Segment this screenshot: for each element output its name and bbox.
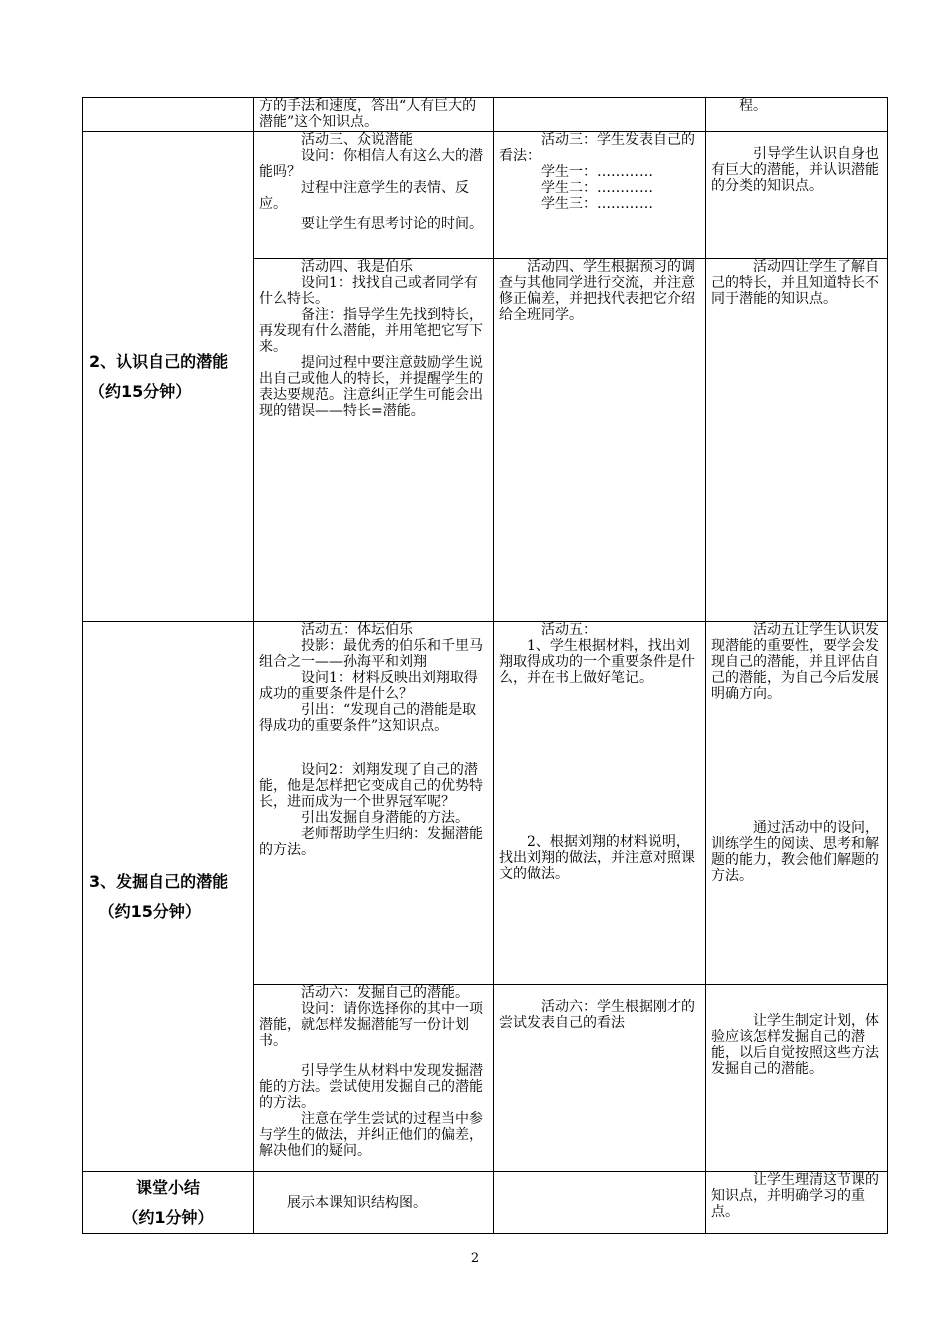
teacher-activity-cell: 活动六：发掘自己的潜能。 设问：请你选择你的其中一项潜能，就怎样发掘潜能写一份计划书。 引导学生从材料中发现发掘潜能的方法。尝试使用发掘自己的潜能的方法。 注意在学生尝试的过程当中参与学生的做法，并纠正他们的偏差，解决他们的疑问。 [254, 985, 494, 1172]
teacher-activity-cell: 活动四、我是伯乐 设问1：找找自己或者同学有什么特长。 备注：指导学生先找到特长，再发现有什么潜能，并用笔把它写下来。 提问过程中要注意鼓励学生说出自己或他人的特长，并提醒学生的表达要规范。注意纠正学生可能会出现的错误——特长=潜能。 [254, 259, 494, 622]
teacher-activity-cell: 活动三、众说潜能 设问：你相信人有这么大的潜能吗？ 过程中注意学生的表情、反应。 要让学生有思考讨论的时间。 [254, 132, 494, 259]
design-intent-cell: 让学生制定计划，体验应该怎样发掘自己的潜能，以后自觉按照这些方法发掘自己的潜能。 [706, 985, 888, 1172]
design-intent-cell: 让学生理清这节课的知识点，并明确学习的重点。 [706, 1172, 888, 1234]
teacher-activity-cell: 方的手法和速度，答出“人有巨大的潜能”这个知识点。 [254, 98, 494, 132]
teacher-activity-cell: 展示本课知识结构图。 [254, 1172, 494, 1234]
stage-title: 3、发掘自己的潜能 [89, 871, 229, 891]
page-number: 2 [470, 1251, 480, 1266]
stage-cell [83, 98, 254, 132]
student-activity-cell: 活动六：学生根据刚才的尝试发表自己的看法 [494, 985, 706, 1172]
design-intent-cell: 活动五让学生认识发现潜能的重要性，要学会发现自己的潜能，并且评估自己的潜能，为自己今后发展明确方向。 通过活动中的设问，训练学生的阅读、思考和解题的能力，教会他们解题的方法。 [706, 622, 888, 985]
table-row [83, 132, 888, 259]
student-activity-cell: 活动四、学生根据预习的调查与其他同学进行交流，并注意修正偏差，并把找代表把它介绍给全班同学。 [494, 259, 706, 622]
stage-title: 课堂小结 [135, 1177, 200, 1197]
table-row [83, 622, 888, 985]
student-activity-cell: 活动三：学生发表自己的看法： 学生一：………… 学生二：………… 学生三：………… [494, 132, 706, 259]
student-activity-cell: 活动五： 1、学生根据材料，找出刘翔取得成功的一个重要条件是什么，并在书上做好笔记。 2、根据刘翔的材料说明，找出刘翔的做法，并注意对照课文的做法。 [494, 622, 706, 985]
lesson-plan-table [82, 97, 888, 1234]
stage-duration: （约15分钟） [98, 901, 201, 921]
teacher-activity-cell: 活动五：体坛伯乐 投影：最优秀的伯乐和千里马组合之一——孙海平和刘翔 设问1：材料反映出刘翔取得成功的重要条件是什么？ 引出：“发现自己的潜能是取得成功的重要条件”这知识点。 设问2：刘翔发现了自己的潜能，他是怎样把它变成自己的优势特长，进而成为一个世界冠军呢？ 引出发掘自身潜能的方法。 老师帮助学生归纳：发掘潜能的方法。 [254, 622, 494, 985]
design-intent-cell: 程。 [706, 98, 888, 132]
stage-cell [83, 622, 254, 1172]
design-intent-cell: 引导学生认识自身也有巨大的潜能，并认识潜能的分类的知识点。 [706, 132, 888, 259]
design-intent-cell: 活动四让学生了解自己的特长，并且知道特长不同于潜能的知识点。 [706, 259, 888, 622]
table-row [83, 98, 888, 132]
stage-cell [83, 1172, 254, 1234]
student-activity-cell [494, 1172, 706, 1234]
student-activity-cell [494, 98, 706, 132]
stage-duration: （约1分钟） [122, 1207, 214, 1227]
stage-title: 2、认识自己的潜能（约15分钟） [89, 351, 229, 401]
stage-cell [83, 132, 254, 622]
table-row [83, 1172, 888, 1234]
